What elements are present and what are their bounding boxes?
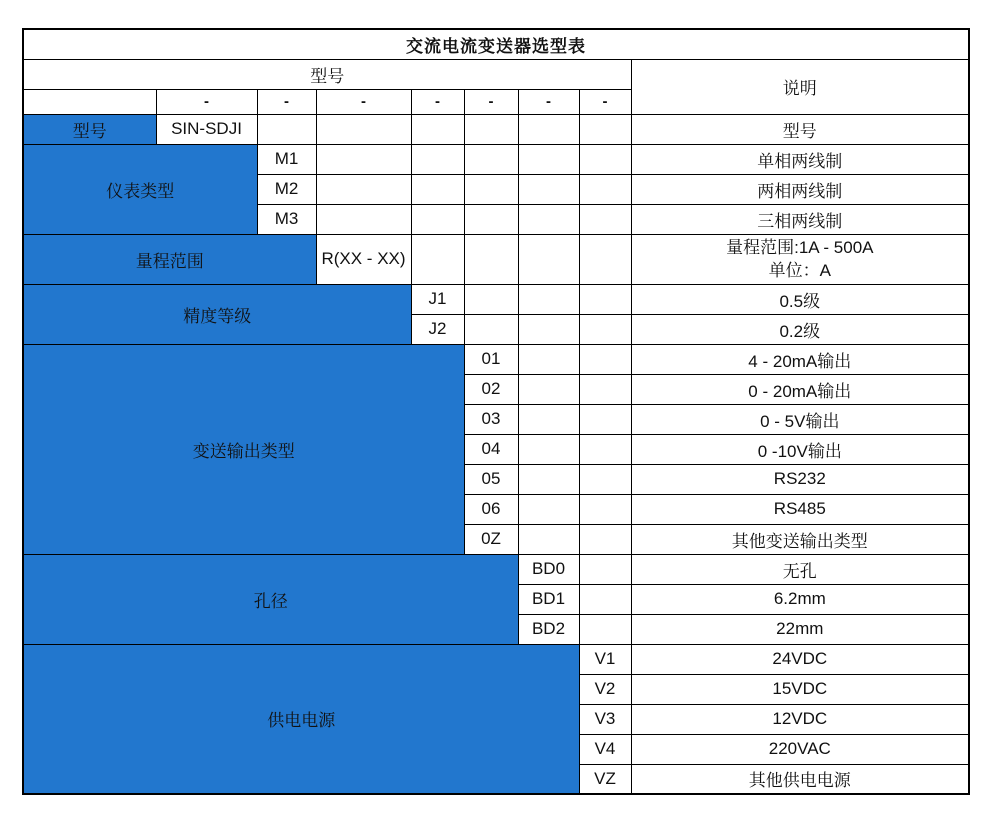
description-cell: RS485 bbox=[631, 494, 969, 524]
empty-cell bbox=[316, 174, 411, 204]
empty-cell bbox=[257, 114, 316, 144]
description-cell: 6.2mm bbox=[631, 584, 969, 614]
selection-table bbox=[22, 28, 970, 795]
code-cell: J1 bbox=[411, 284, 464, 314]
description-cell: RS232 bbox=[631, 464, 969, 494]
description-cell: 0 -10V输出 bbox=[631, 434, 969, 464]
description-cell: 15VDC bbox=[631, 674, 969, 704]
empty-cell bbox=[579, 174, 631, 204]
empty-cell bbox=[579, 434, 631, 464]
empty-cell bbox=[23, 89, 156, 114]
description-cell: 0.5级 bbox=[631, 284, 969, 314]
empty-cell bbox=[411, 204, 464, 234]
empty-cell bbox=[579, 494, 631, 524]
description-cell bbox=[631, 234, 969, 284]
empty-cell bbox=[518, 284, 579, 314]
description-cell: 无孔 bbox=[631, 554, 969, 584]
code-cell: V4 bbox=[579, 734, 631, 764]
description-cell: 单相两线制 bbox=[631, 144, 969, 174]
description-cell: 其他供电电源 bbox=[631, 764, 969, 794]
section-model-label: 型号 bbox=[23, 114, 156, 144]
code-cell: 02 bbox=[464, 374, 518, 404]
empty-cell bbox=[518, 204, 579, 234]
empty-cell bbox=[518, 464, 579, 494]
empty-cell bbox=[579, 234, 631, 284]
code-cell: BD2 bbox=[518, 614, 579, 644]
empty-cell bbox=[316, 204, 411, 234]
range-description-line1: 量程范围:1A - 500A bbox=[726, 238, 874, 257]
empty-cell bbox=[411, 144, 464, 174]
empty-cell bbox=[518, 234, 579, 284]
section-power-supply-label: 供电电源 bbox=[23, 644, 579, 794]
description-cell: 0 - 20mA输出 bbox=[631, 374, 969, 404]
empty-cell bbox=[518, 404, 579, 434]
table-title: 交流电流变送器选型表 bbox=[23, 29, 969, 59]
description-cell: 22mm bbox=[631, 614, 969, 644]
dash-cell: - bbox=[257, 89, 316, 114]
dash-cell: - bbox=[316, 89, 411, 114]
section-accuracy-label: 精度等级 bbox=[23, 284, 411, 344]
empty-cell bbox=[579, 584, 631, 614]
empty-cell bbox=[518, 434, 579, 464]
empty-cell bbox=[411, 234, 464, 284]
empty-cell bbox=[579, 144, 631, 174]
empty-cell bbox=[464, 234, 518, 284]
code-cell: 05 bbox=[464, 464, 518, 494]
empty-cell bbox=[579, 344, 631, 374]
empty-cell bbox=[579, 614, 631, 644]
empty-cell bbox=[464, 114, 518, 144]
empty-cell bbox=[518, 374, 579, 404]
empty-cell bbox=[464, 174, 518, 204]
empty-cell bbox=[464, 284, 518, 314]
empty-cell bbox=[464, 144, 518, 174]
dash-cell: - bbox=[464, 89, 518, 114]
description-cell: 0 - 5V输出 bbox=[631, 404, 969, 434]
code-cell: 03 bbox=[464, 404, 518, 434]
empty-cell bbox=[518, 144, 579, 174]
empty-cell bbox=[518, 314, 579, 344]
code-cell: M3 bbox=[257, 204, 316, 234]
empty-cell bbox=[464, 314, 518, 344]
code-cell: J2 bbox=[411, 314, 464, 344]
empty-cell bbox=[518, 524, 579, 554]
dash-cell: - bbox=[411, 89, 464, 114]
code-cell: 04 bbox=[464, 434, 518, 464]
empty-cell bbox=[579, 404, 631, 434]
empty-cell bbox=[579, 114, 631, 144]
description-cell: 三相两线制 bbox=[631, 204, 969, 234]
empty-cell bbox=[579, 204, 631, 234]
empty-cell bbox=[579, 314, 631, 344]
code-cell: V3 bbox=[579, 704, 631, 734]
code-cell: V1 bbox=[579, 644, 631, 674]
empty-cell bbox=[316, 114, 411, 144]
empty-cell bbox=[518, 344, 579, 374]
section-meter-type-label: 仪表类型 bbox=[23, 144, 257, 234]
description-cell: 24VDC bbox=[631, 644, 969, 674]
code-cell: M2 bbox=[257, 174, 316, 204]
description-cell: 220VAC bbox=[631, 734, 969, 764]
empty-cell bbox=[316, 144, 411, 174]
empty-cell bbox=[579, 284, 631, 314]
empty-cell bbox=[579, 554, 631, 584]
dash-cell: - bbox=[518, 89, 579, 114]
code-cell: R(XX - XX) bbox=[316, 234, 411, 284]
section-output-type-label: 变送输出类型 bbox=[23, 344, 464, 554]
description-cell: 型号 bbox=[631, 114, 969, 144]
empty-cell bbox=[411, 174, 464, 204]
description-cell: 4 - 20mA输出 bbox=[631, 344, 969, 374]
range-description-line2: 单位：A bbox=[768, 261, 831, 280]
code-cell: 01 bbox=[464, 344, 518, 374]
dash-cell: - bbox=[579, 89, 631, 114]
dash-cell: - bbox=[156, 89, 257, 114]
empty-cell bbox=[518, 174, 579, 204]
code-cell: V2 bbox=[579, 674, 631, 704]
code-cell: 06 bbox=[464, 494, 518, 524]
empty-cell bbox=[579, 524, 631, 554]
code-cell: VZ bbox=[579, 764, 631, 794]
empty-cell bbox=[579, 374, 631, 404]
description-cell: 12VDC bbox=[631, 704, 969, 734]
code-cell: BD0 bbox=[518, 554, 579, 584]
model-column-header: 型号 bbox=[23, 59, 631, 89]
code-cell: BD1 bbox=[518, 584, 579, 614]
empty-cell bbox=[411, 114, 464, 144]
description-cell: 其他变送输出类型 bbox=[631, 524, 969, 554]
empty-cell bbox=[464, 204, 518, 234]
empty-cell bbox=[518, 114, 579, 144]
empty-cell bbox=[518, 494, 579, 524]
empty-cell bbox=[579, 464, 631, 494]
description-column-header: 说明 bbox=[631, 59, 969, 114]
description-cell: 0.2级 bbox=[631, 314, 969, 344]
code-cell: 0Z bbox=[464, 524, 518, 554]
code-cell: M1 bbox=[257, 144, 316, 174]
section-aperture-label: 孔径 bbox=[23, 554, 518, 644]
section-range-label: 量程范围 bbox=[23, 234, 316, 284]
description-cell: 两相两线制 bbox=[631, 174, 969, 204]
code-cell: SIN-SDJI bbox=[156, 114, 257, 144]
